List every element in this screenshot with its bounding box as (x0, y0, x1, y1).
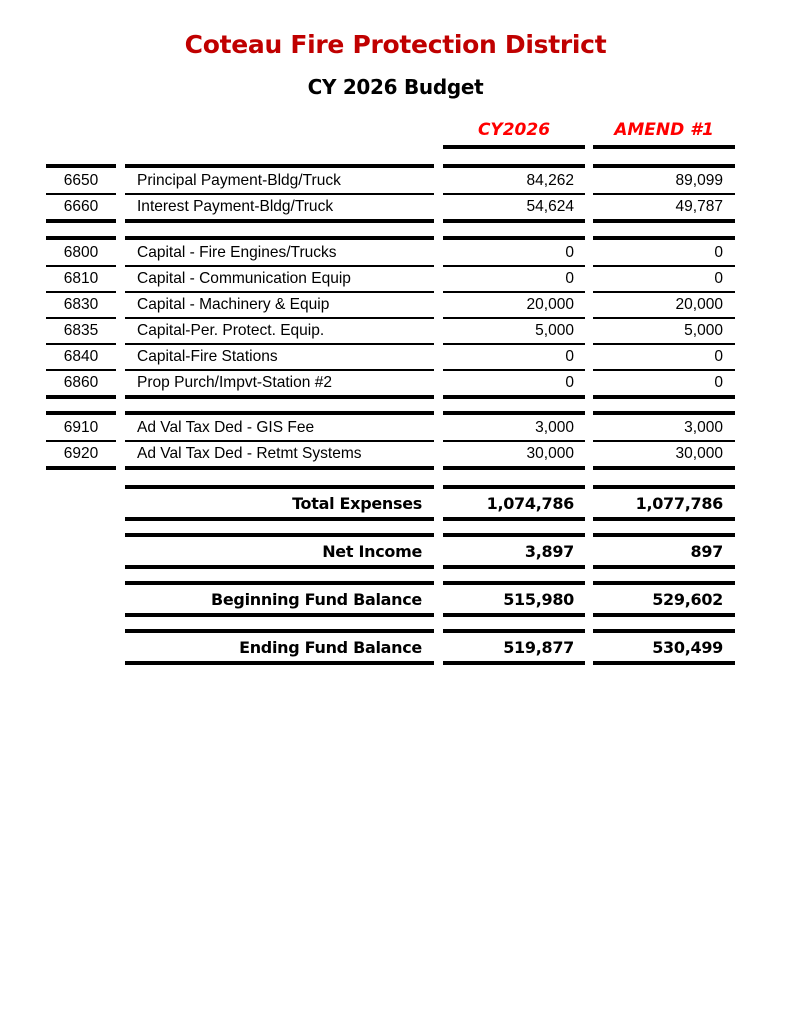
account-code: 6650 (63, 172, 99, 189)
cy2026-value: 0 (565, 374, 574, 391)
account-description: Interest Payment-Bldg/Truck (137, 198, 334, 215)
account-description: Capital-Fire Stations (137, 348, 278, 365)
thick-rule (46, 219, 116, 223)
total-amend1-value: 1,077,786 (635, 494, 723, 513)
thick-rule (443, 395, 585, 399)
account-code: 6920 (63, 445, 99, 462)
account-code: 6810 (63, 270, 99, 287)
total-label: Beginning Fund Balance (210, 590, 422, 609)
account-code: 6660 (63, 198, 99, 215)
column-header-amend1: AMEND #1 (614, 120, 714, 140)
total-label: Ending Fund Balance (239, 638, 422, 657)
cy2026-value: 0 (565, 270, 574, 287)
thick-rule (125, 485, 434, 489)
thick-rule (593, 395, 735, 399)
thick-rule (46, 466, 116, 470)
account-code: 6910 (63, 419, 99, 436)
total-cy2026-value: 515,980 (503, 590, 574, 609)
total-label: Net Income (322, 542, 422, 561)
column-header-underline (593, 145, 735, 149)
thick-rule (443, 517, 585, 521)
thick-rule (443, 581, 585, 585)
cy2026-value: 20,000 (526, 296, 574, 313)
amend1-value: 0 (714, 244, 723, 261)
amend1-value: 0 (714, 374, 723, 391)
thick-rule (593, 466, 735, 470)
cy2026-value: 3,000 (535, 419, 574, 436)
amend1-value: 0 (714, 270, 723, 287)
amend1-value: 30,000 (675, 445, 723, 462)
thick-rule (443, 629, 585, 633)
thick-rule (125, 466, 434, 470)
thick-rule (125, 629, 434, 633)
thick-rule (125, 517, 434, 521)
cy2026-value: 30,000 (526, 445, 574, 462)
amend1-value: 89,099 (675, 172, 723, 189)
total-label: Total Expenses (292, 494, 422, 513)
amend1-value: 5,000 (684, 322, 723, 339)
thick-rule (593, 517, 735, 521)
total-cy2026-value: 3,897 (524, 542, 574, 561)
thick-rule (125, 613, 434, 617)
thick-rule (593, 565, 735, 569)
account-description: Prop Purch/Impvt-Station #2 (137, 374, 332, 391)
account-description: Ad Val Tax Ded - Retmt Systems (137, 445, 362, 462)
thick-rule (443, 613, 585, 617)
account-description: Ad Val Tax Ded - GIS Fee (137, 419, 315, 436)
thick-rule (125, 565, 434, 569)
cy2026-value: 84,262 (526, 172, 574, 189)
account-code: 6835 (63, 322, 99, 339)
thick-rule (593, 629, 735, 633)
thick-rule (443, 466, 585, 470)
total-amend1-value: 897 (690, 542, 723, 561)
amend1-value: 0 (714, 348, 723, 365)
account-code: 6860 (63, 374, 99, 391)
column-header-cy2026: CY2026 (477, 120, 551, 140)
account-description: Capital - Fire Engines/Trucks (137, 244, 337, 261)
budget-subtitle: CY 2026 Budget (307, 75, 484, 99)
thick-rule (593, 219, 735, 223)
account-description: Capital - Communication Equip (137, 270, 351, 287)
account-description: Capital - Machinery & Equip (137, 296, 330, 313)
thick-rule (125, 661, 434, 665)
thick-rule (593, 485, 735, 489)
cy2026-value: 0 (565, 348, 574, 365)
total-amend1-value: 530,499 (652, 638, 723, 657)
thick-rule (125, 219, 434, 223)
total-amend1-value: 529,602 (652, 590, 723, 609)
cy2026-value: 0 (565, 244, 574, 261)
thick-rule (443, 219, 585, 223)
column-header-underline (443, 145, 585, 149)
thick-rule (593, 613, 735, 617)
thick-rule (46, 395, 116, 399)
amend1-value: 3,000 (684, 419, 723, 436)
thick-rule (593, 533, 735, 537)
account-description: Capital-Per. Protect. Equip. (137, 322, 325, 339)
account-description: Principal Payment-Bldg/Truck (137, 172, 341, 189)
thick-rule (443, 533, 585, 537)
total-cy2026-value: 1,074,786 (486, 494, 574, 513)
thick-rule (443, 485, 585, 489)
thick-rule (593, 661, 735, 665)
amend1-value: 20,000 (675, 296, 723, 313)
cy2026-value: 5,000 (535, 322, 574, 339)
thick-rule (593, 581, 735, 585)
thick-rule (125, 581, 434, 585)
thick-rule (125, 395, 434, 399)
thick-rule (125, 533, 434, 537)
total-cy2026-value: 519,877 (503, 638, 574, 657)
account-code: 6800 (63, 244, 99, 261)
amend1-value: 49,787 (675, 198, 723, 215)
district-title: Coteau Fire Protection District (184, 30, 607, 59)
thick-rule (443, 661, 585, 665)
account-code: 6830 (63, 296, 99, 313)
account-code: 6840 (63, 348, 99, 365)
cy2026-value: 54,624 (526, 198, 574, 215)
thick-rule (443, 565, 585, 569)
